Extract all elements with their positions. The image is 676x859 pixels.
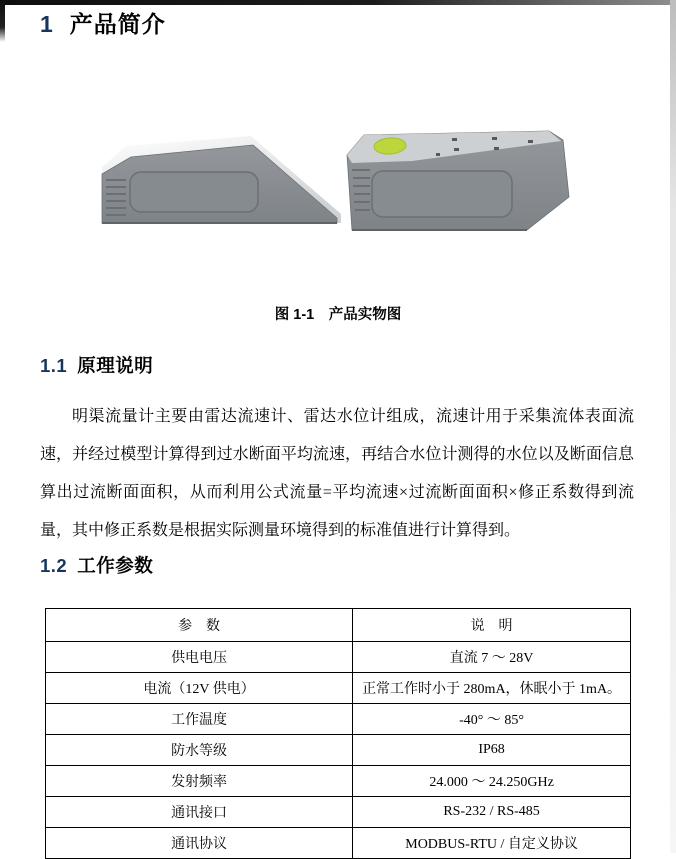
parameters-table bbox=[45, 608, 631, 859]
figure-caption: 图 1-1 产品实物图 bbox=[274, 307, 402, 323]
table-row bbox=[46, 797, 631, 828]
table-row bbox=[46, 642, 631, 673]
table-row bbox=[46, 735, 631, 766]
chapter-number: 1 bbox=[40, 11, 54, 37]
section-number: 1.2 bbox=[40, 555, 68, 576]
param-value: -40° ～ 85° bbox=[353, 704, 631, 735]
table-row bbox=[46, 673, 631, 704]
table-row bbox=[46, 704, 631, 735]
param-name: 防水等级 bbox=[46, 735, 353, 766]
param-value: MODBUS-RTU / 自定义协议 bbox=[353, 828, 631, 859]
section-number: 1.1 bbox=[40, 355, 68, 376]
table-row bbox=[46, 766, 631, 797]
section-heading-principle bbox=[40, 352, 153, 378]
table-header-parameter: 参 数 bbox=[46, 609, 353, 642]
param-value: RS-232 / RS-485 bbox=[353, 797, 631, 828]
table-header-description: 说 明 bbox=[353, 609, 631, 642]
page-edge-top bbox=[0, 0, 676, 5]
param-value: 24.000 ～ 24.250GHz bbox=[353, 766, 631, 797]
page-edge-left bbox=[0, 0, 5, 42]
param-name: 电流（12V 供电） bbox=[46, 673, 353, 704]
device-side-view bbox=[102, 136, 341, 223]
chapter-heading bbox=[40, 6, 166, 39]
param-name: 发射频率 bbox=[46, 766, 353, 797]
param-value: IP68 bbox=[353, 735, 631, 766]
section-heading-parameters bbox=[40, 552, 153, 578]
table-header-row bbox=[46, 609, 631, 642]
product-photo-figure bbox=[100, 110, 576, 248]
param-name: 通讯协议 bbox=[46, 828, 353, 859]
principle-paragraph: 明渠流量计主要由雷达流速计、雷达水位计组成，流速计用于采集流体表面流速，并经过模型计算得到过水断面平均流速，再结合水位计测得的水位以及断面信息算出过流断面面积，从而利用公式流量=平均流速×过流断面面积×修正系数得到流量，其中修正系数是根据实际测量环境得到的标准值进行计算得到。 bbox=[40, 408, 634, 539]
param-value: 正常工作时小于 280mA，休眠小于 1mA。 bbox=[353, 673, 631, 704]
param-value: 直流 7 ～ 28V bbox=[353, 642, 631, 673]
param-name: 工作温度 bbox=[46, 704, 353, 735]
chapter-title: 产品简介 bbox=[69, 11, 166, 37]
page-edge-right bbox=[670, 0, 676, 853]
product-photos-image bbox=[100, 110, 576, 248]
param-name: 供电电压 bbox=[46, 642, 353, 673]
param-name: 通讯接口 bbox=[46, 797, 353, 828]
device-top-view bbox=[347, 131, 569, 230]
section-title: 工作参数 bbox=[77, 555, 154, 576]
table-row bbox=[46, 828, 631, 859]
section-title: 原理说明 bbox=[77, 355, 154, 376]
